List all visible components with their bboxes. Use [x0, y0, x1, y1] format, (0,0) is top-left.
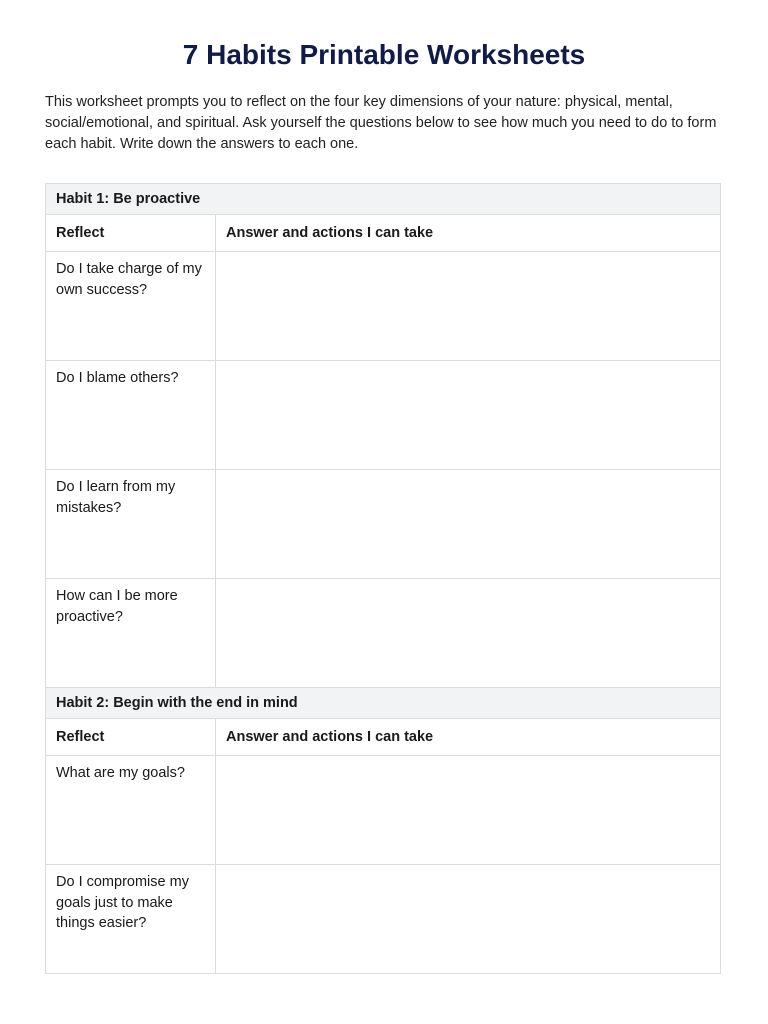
habit-header-row — [46, 688, 721, 719]
question-row — [46, 756, 721, 865]
answer-cell[interactable] — [216, 865, 721, 974]
question-text: Do I take charge of my own success? — [46, 252, 216, 361]
answer-column-header: Answer and actions I can take — [216, 719, 721, 756]
question-row — [46, 579, 721, 688]
reflect-column-header: Reflect — [46, 719, 216, 756]
answer-cell[interactable] — [216, 361, 721, 470]
column-header-row — [46, 215, 721, 252]
question-row — [46, 361, 721, 470]
worksheet-table — [45, 183, 721, 974]
habit-title: Habit 1: Be proactive — [46, 184, 721, 215]
answer-column-header: Answer and actions I can take — [216, 215, 721, 252]
question-text: How can I be more proactive? — [46, 579, 216, 688]
column-header-row — [46, 719, 721, 756]
answer-cell[interactable] — [216, 252, 721, 361]
page-title: 7 Habits Printable Worksheets — [182, 39, 586, 70]
question-text: Do I learn from my mistakes? — [46, 470, 216, 579]
question-text: Do I compromise my goals just to make things easier? — [46, 865, 216, 974]
question-text: Do I blame others? — [46, 361, 216, 470]
habit-header-row — [46, 184, 721, 215]
answer-cell[interactable] — [216, 579, 721, 688]
answer-cell[interactable] — [216, 470, 721, 579]
question-row — [46, 865, 721, 974]
question-row — [46, 470, 721, 579]
question-text: What are my goals? — [46, 756, 216, 865]
question-row — [46, 252, 721, 361]
answer-cell[interactable] — [216, 756, 721, 865]
reflect-column-header: Reflect — [46, 215, 216, 252]
habit-title: Habit 2: Begin with the end in mind — [46, 688, 721, 719]
intro-text: This worksheet prompts you to reflect on the four key dimensions of your nature: physical, mental, social/emotional, and spiritual. Ask yourself the questions below to see how much you need to do to form each habit. Write down the answers to each one. — [45, 94, 717, 152]
